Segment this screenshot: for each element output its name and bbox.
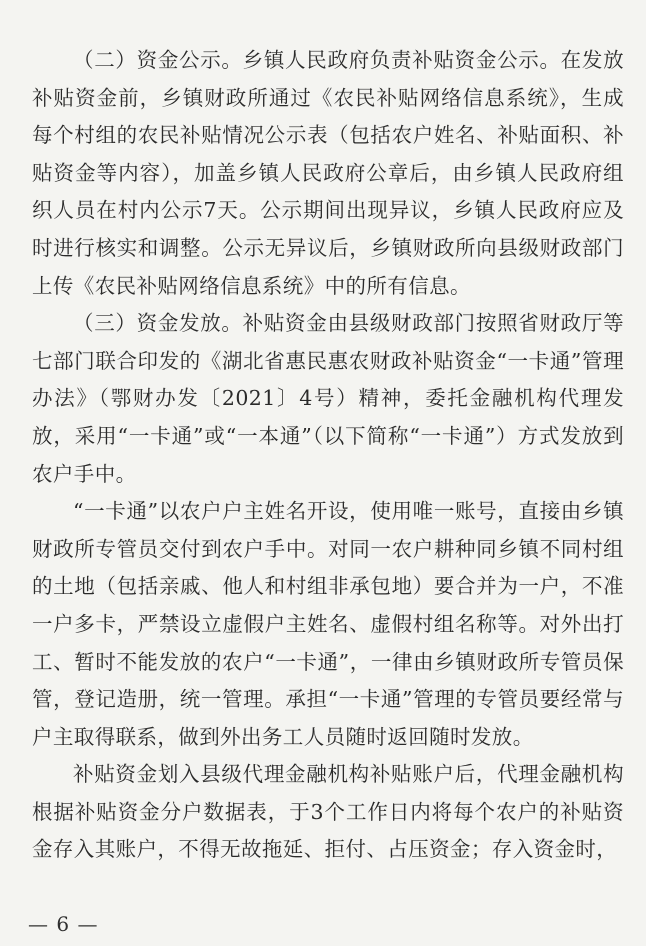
paragraph-one-card-management: “一卡通”以农户户主姓名开设，使用唯一账号，直接由乡镇财政所专管员交付到农户手中。对同一农户耕种同乡镇不同村组的土地（包括亲戚、他人和村组非承包地）要合并为一户，不准一户多卡，严禁设立虚假户主姓名、虚假村组名称等。对外出打工、暂时不能发放的农户“一卡通”，一律由乡镇财政所专管员保管，登记造册，统一管理。承担“一卡通”管理的专管员要经常与户主取得联系，做到外出务工人员随时返回随时发放。 — [32, 499, 624, 749]
document-body — [32, 42, 624, 869]
paragraph-fund-distribution: （三）资金发放。补贴资金由县级财政部门按照省财政厅等七部门联合印发的《湖北省惠民惠农财政补贴资金“一卡通”管理办法》（鄂财办发〔2021〕4号）精神，委托金融机构代理发放，采用“一卡通”或“一本通”（以下简称“一卡通”）方式发放到农户手中。 — [32, 311, 624, 486]
page-number: — 6 — — [28, 912, 99, 936]
paragraph-bank-transfer: 补贴资金划入县级代理金融机构补贴账户后，代理金融机构根据补贴资金分户数据表，于3个工作日内将每个农户的补贴资金存入其账户，不得无故拖延、拒付、占压资金；存入资金时， — [32, 762, 624, 862]
paragraph-fund-publicity: （二）资金公示。乡镇人民政府负责补贴资金公示。在发放补贴资金前，乡镇财政所通过《农民补贴网络信息系统》，生成每个村组的农民补贴情况公示表（包括农户姓名、补贴面积、补贴资金等内容），加盖乡镇人民政府公章后，由乡镇人民政府组织人员在村内公示7天。公示期间出现异议，乡镇人民政府应及时进行核实和调整。公示无异议后，乡镇财政所向县级财政部门上传《农民补贴网络信息系统》中的所有信息。 — [32, 48, 624, 298]
